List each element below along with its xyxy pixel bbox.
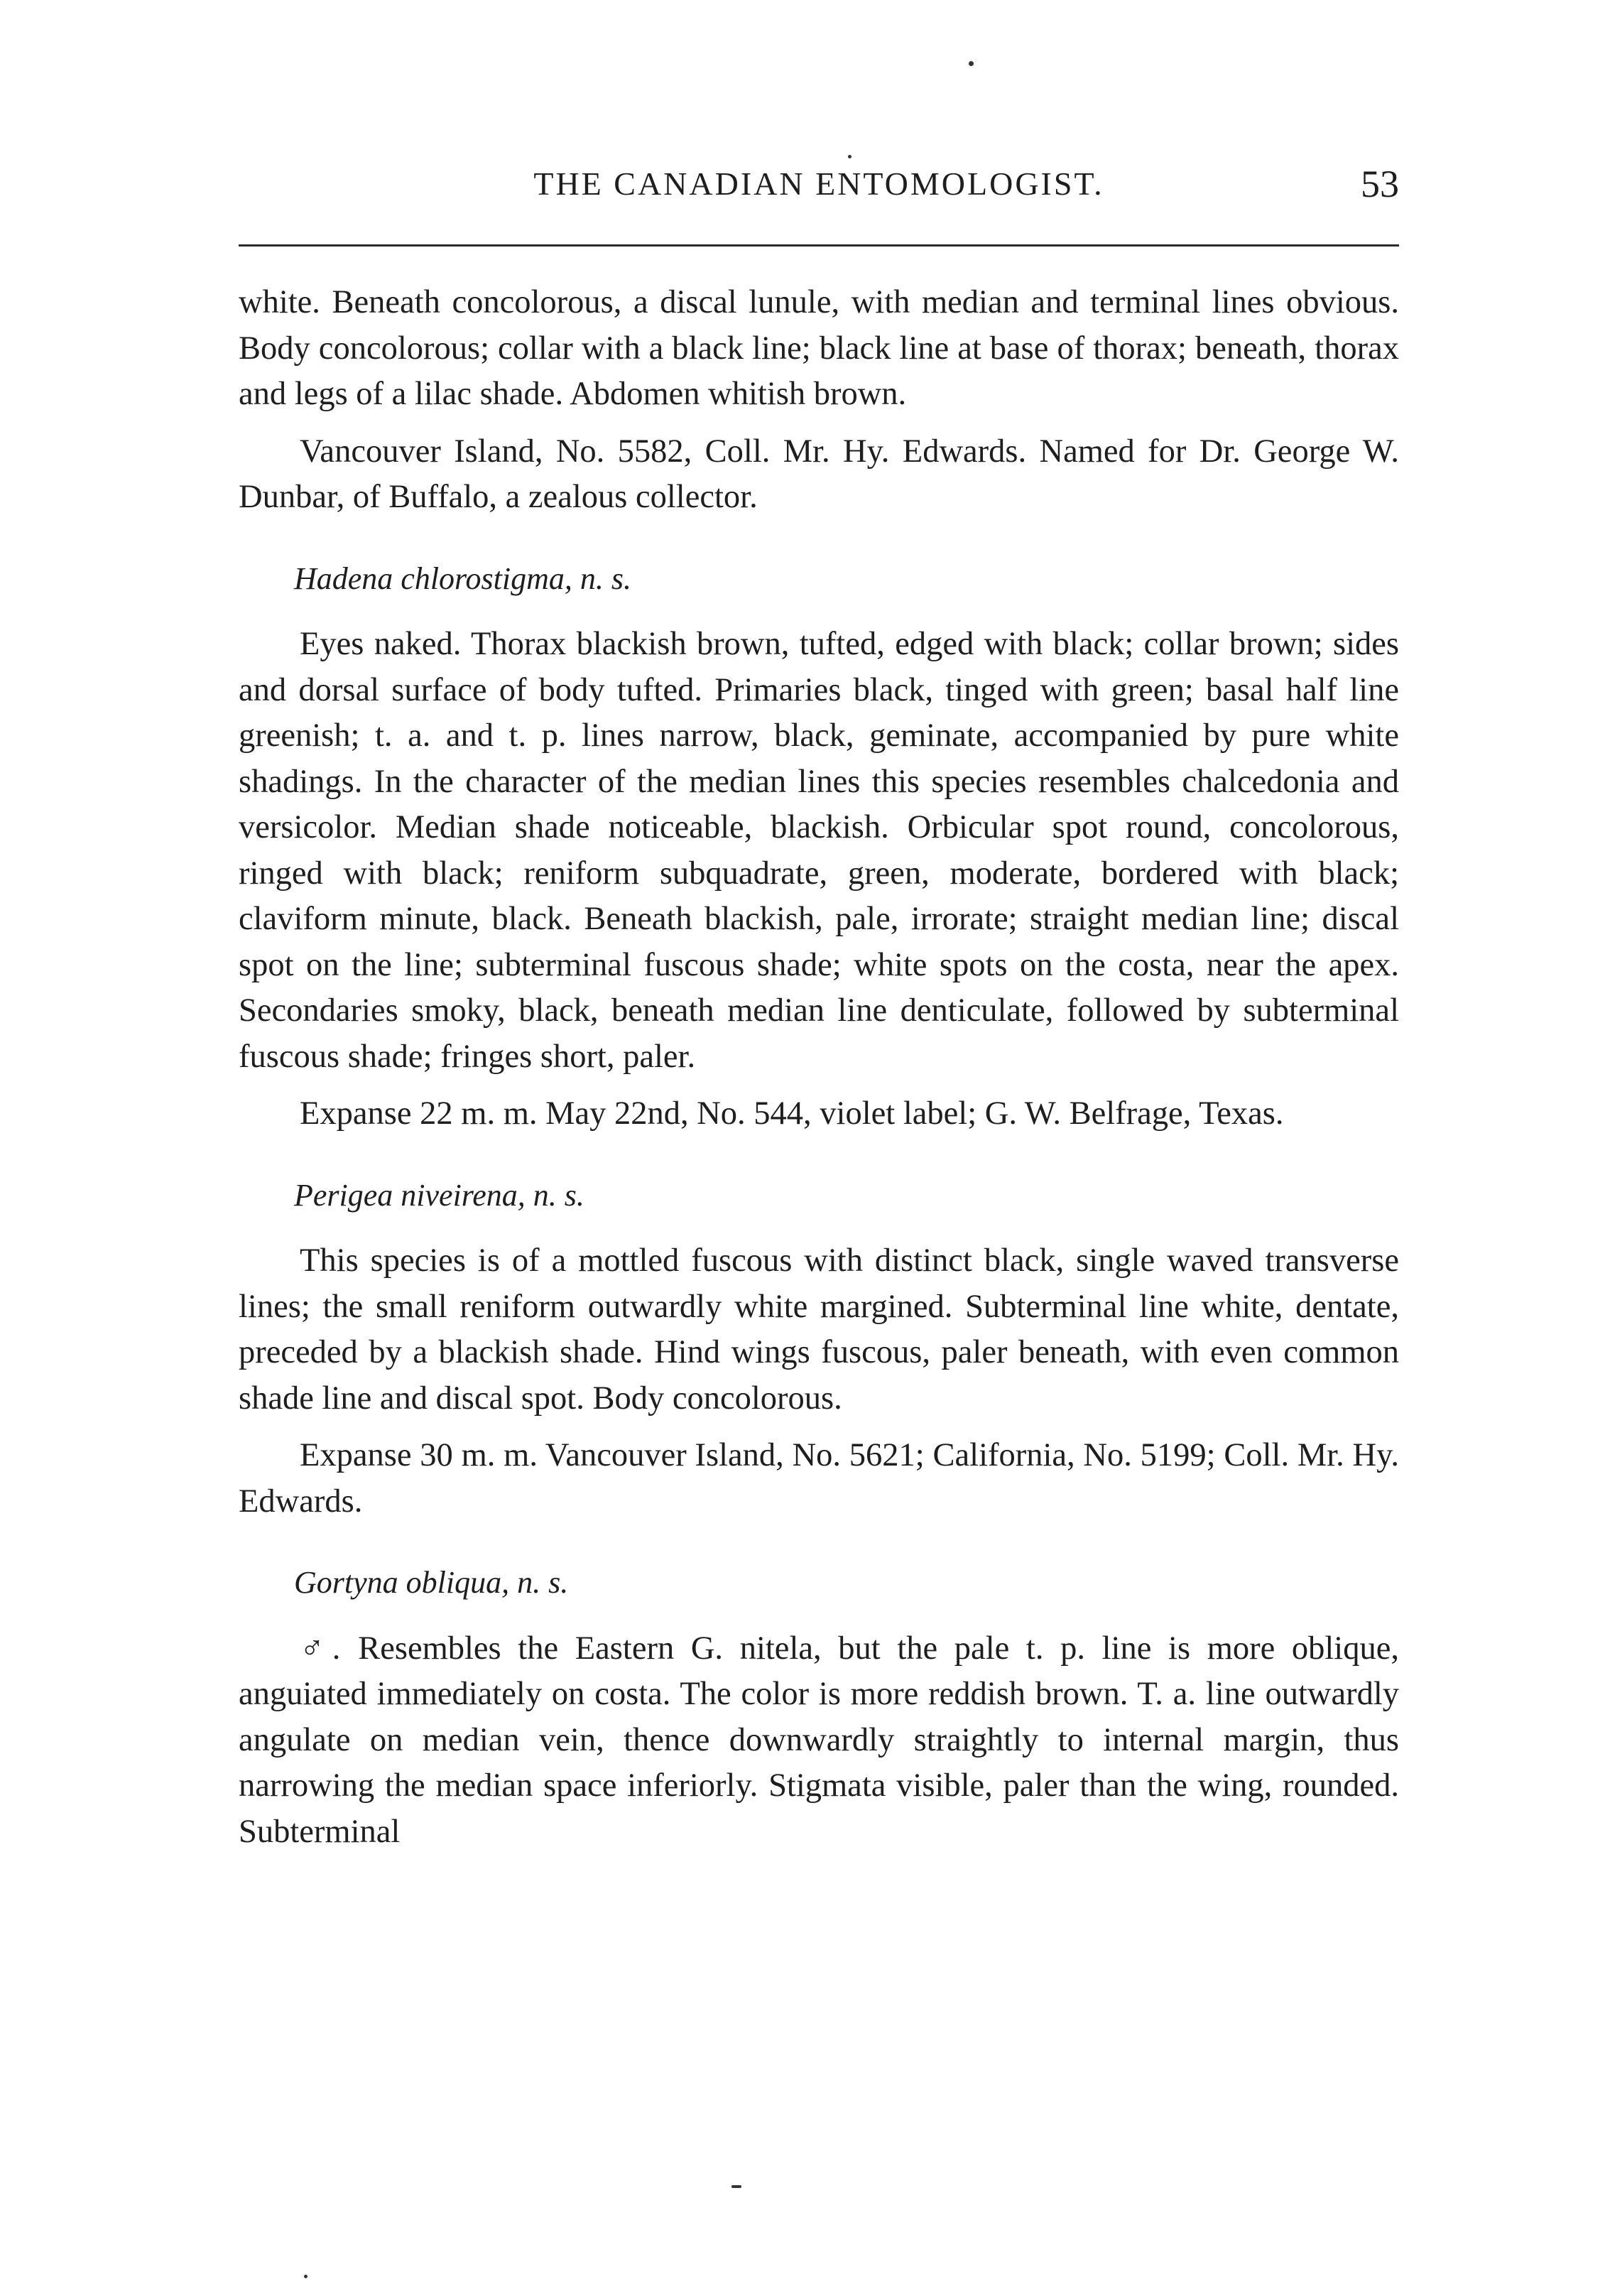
species-heading: Gortyna obliqua, n. s. xyxy=(294,1565,569,1600)
male-symbol: ♂. xyxy=(300,1630,342,1667)
page-number: 53 xyxy=(1361,163,1399,205)
paragraph: Eyes naked. Thorax blackish brown, tufted, edged with black; collar brown; sides and dorsal surface of body tufted. Primaries black, tinged with green; basal half line greenish; t. a. and t. p. lines narrow, black, geminate, accompanied by pure white shadings. In the character of the median lines this species resembles chalcedonia and versicolor. Median shade noticeable, blackish. Orbicular spot round, concolorous, ringed with black; reniform subquadrate, green, moderate, bordered with black; claviform minute, black. Beneath blackish, pale, irrorate; straight median line; discal spot on the line; subterminal fuscous shade; white spots on the costa, near the apex. Secondaries smoky, black, beneath median line denticulate, followed by subterminal fuscous shade; fringes short, paler. xyxy=(239,626,1399,1075)
paragraph: Expanse 22 m. m. May 22nd, No. 544, violet label; G. W. Belfrage, Texas. xyxy=(300,1095,1284,1132)
paragraph: white. Beneath concolorous, a discal lunule, with median and terminal lines obvious. Body concolorous; collar with a black line; black line at base of thorax; beneath, thorax and legs of a lilac shade. Abdomen whitish brown. xyxy=(239,284,1399,412)
paragraph: This species is of a mottled fuscous with distinct black, single waved transverse lines; the small reniform outwardly white margined. Subterminal line white, dentate, preceded by a blackish shade. Hind wings fuscous, paler beneath, with even common shade line and discal spot. Body concolorous. xyxy=(239,1242,1399,1417)
species-heading: Perigea niveirena, n. s. xyxy=(294,1177,584,1213)
paragraph: Vancouver Island, No. 5582, Coll. Mr. Hy. Edwards. Named for Dr. George W. Dunbar, of Buffalo, a zealous collector. xyxy=(239,433,1399,515)
running-title: THE CANADIAN ENTOMOLOGIST. xyxy=(533,166,1104,202)
header-rule xyxy=(239,244,1399,247)
paragraph: Expanse 30 m. m. Vancouver Island, No. 5621; California, No. 5199; Coll. Mr. Hy. Edwards. xyxy=(239,1437,1399,1520)
body-text xyxy=(239,280,1399,1855)
print-speck xyxy=(848,155,852,158)
paragraph-text: Resembles the Eastern G. nitela, but the pale t. p. line is more oblique, anguiated immediately on costa. The color is more reddish brown. T. a. line outwardly angulate on median vein, thence downwardly straightly to internal margin, thus narrowing the median space inferiorly. Stigmata visible, paler than the wing, rounded. Subterminal xyxy=(239,1630,1399,1850)
page-header xyxy=(239,165,1399,215)
print-speck xyxy=(304,2275,308,2278)
species-heading: Hadena chlorostigma, n. s. xyxy=(294,561,632,596)
print-speck xyxy=(969,61,974,66)
paragraph xyxy=(239,1626,1399,1856)
print-speck xyxy=(731,2185,741,2188)
